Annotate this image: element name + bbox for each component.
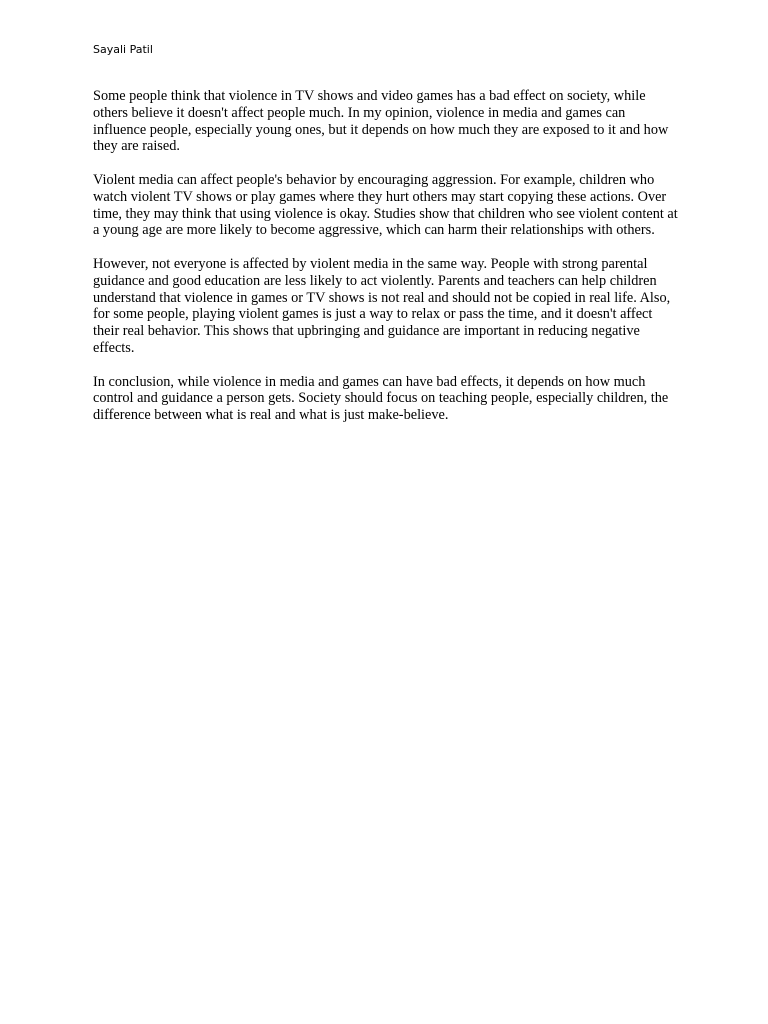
paragraph-conclusion: In conclusion, while violence in media and games can have bad effects, it depends on how much control and guidance a person gets. Society should focus on teaching people, especially children, the difference between what is real and what is just make-believe.: [93, 373, 669, 424]
author-name: Sayali Patil: [93, 43, 153, 56]
essay-body: [93, 88, 681, 441]
paragraph-intro: Some people think that violence in TV shows and video games has a bad effect on society, while others believe it doesn't affect people much. In my opinion, violence in media and games can influence people, especially young ones, but it depends on how much they are exposed to it and how they are raised.: [93, 88, 669, 155]
paragraph-effects: Violent media can affect people's behavior by encouraging aggression. For example, children who watch violent TV shows or play games where they hurt others may start copying these actions. Over time, they may think that using violence is okay. Studies show that children who see violent content at a young age are more likely to become aggressive, which can harm their relationships with others.: [93, 171, 678, 239]
paragraph-counterpoint: However, not everyone is affected by violent media in the same way. People with strong parental guidance and good education are less likely to act violently. Parents and teachers can help children understand that violence in games or TV shows is not real and should not be copied in real life. Also, for some people, playing violent games is just a way to relax or pass the time, and it doesn't affect their real behavior. This shows that upbringing and guidance are important in reducing negative effects.: [93, 255, 671, 356]
